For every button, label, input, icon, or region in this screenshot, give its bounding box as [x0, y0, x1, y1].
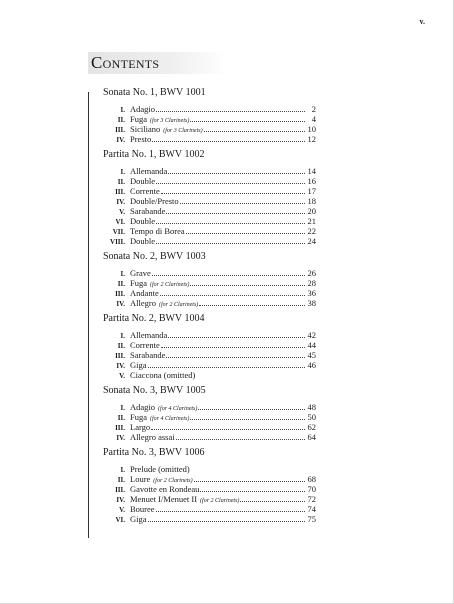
toc-entry	[103, 484, 316, 494]
page-number: v.	[419, 17, 425, 26]
entry-title: Gavotte en Rondeau	[130, 484, 200, 494]
entry-numeral: III.	[115, 290, 125, 298]
entry-numeral: VII.	[112, 228, 125, 236]
entry-title: Double	[130, 176, 156, 186]
entry-numeral: I.	[120, 270, 125, 278]
dot-leader	[156, 177, 305, 184]
section-title: Sonata No. 1, BWV 1001	[103, 87, 206, 98]
dot-leader	[151, 423, 305, 430]
dot-leader	[161, 341, 305, 348]
entry-page-number: 46	[307, 360, 316, 370]
entry-title: Giga	[130, 360, 147, 370]
dot-leader	[204, 125, 305, 132]
vertical-rule	[88, 92, 89, 538]
toc-section	[103, 312, 316, 380]
section-title: Partita No. 1, BWV 1002	[103, 149, 205, 160]
entry-title: Allegro	[130, 298, 156, 308]
entry-numeral: IV.	[116, 136, 125, 144]
dot-leader	[198, 403, 305, 410]
entry-page-number: 64	[307, 432, 316, 442]
entry-title: Largo	[130, 422, 151, 432]
entry-title: Allegro assai	[130, 432, 175, 442]
entry-note: (for 2 Clarinets)	[158, 302, 199, 308]
dot-leader	[168, 331, 305, 338]
entry-numeral: V.	[119, 208, 125, 216]
toc-entry	[103, 216, 316, 226]
dot-leader	[194, 475, 305, 482]
entry-numeral: III.	[115, 352, 125, 360]
table-of-contents	[103, 86, 316, 524]
entry-page-number: 48	[307, 402, 316, 412]
entry-numeral: II.	[117, 178, 125, 186]
dot-leader	[156, 217, 305, 224]
entry-page-number: 10	[307, 124, 316, 134]
toc-entry	[103, 494, 316, 504]
entry-page-number: 16	[307, 176, 316, 186]
entry-page-number: 68	[307, 474, 316, 484]
entry-page-number: 74	[307, 504, 316, 514]
toc-entry	[103, 278, 316, 288]
entry-page-number: 12	[307, 134, 316, 144]
entry-page-number: 24	[307, 236, 316, 246]
entry-title: Double/Presto	[130, 196, 179, 206]
toc-entry	[103, 114, 316, 124]
entry-title: Giga	[130, 514, 147, 524]
toc-entry	[103, 226, 316, 236]
entry-page-number: 62	[307, 422, 316, 432]
toc-entry	[103, 196, 316, 206]
entry-numeral: IV.	[116, 300, 125, 308]
entry-numeral: VI.	[115, 516, 125, 524]
entry-title: Fuga	[130, 114, 147, 124]
dot-leader	[161, 187, 305, 194]
dot-leader	[176, 433, 305, 440]
entry-numeral: II.	[117, 476, 125, 484]
entry-numeral: IV.	[116, 496, 125, 504]
dot-leader	[190, 115, 305, 122]
entry-page-number: 44	[307, 340, 316, 350]
entry-page-number: 22	[307, 226, 316, 236]
section-title: Partita No. 2, BWV 1004	[103, 313, 205, 324]
entry-page-number: 20	[307, 206, 316, 216]
contents-heading-band	[88, 52, 228, 74]
dot-leader	[156, 105, 305, 112]
toc-entry	[103, 176, 316, 186]
entry-numeral: I.	[120, 168, 125, 176]
dot-leader	[166, 207, 305, 214]
toc-entry	[103, 422, 316, 432]
toc-section	[103, 384, 316, 442]
entry-title: Sarabande	[130, 206, 166, 216]
entry-list	[103, 166, 316, 246]
entry-page-number: 72	[307, 494, 316, 504]
entry-page-number: 14	[307, 166, 316, 176]
entry-title: Fuga	[130, 278, 147, 288]
entry-numeral: V.	[119, 372, 125, 380]
entry-note: (for 2 Clarinets)	[200, 498, 240, 504]
entry-list	[103, 330, 316, 380]
dot-leader	[200, 485, 305, 492]
section-title: Sonata No. 2, BWV 1003	[103, 251, 206, 262]
entry-page-number: 4	[311, 114, 316, 124]
entry-page-number: 17	[307, 186, 316, 196]
entry-page-number: 26	[307, 268, 316, 278]
toc-entry	[103, 288, 316, 298]
dot-leader	[199, 299, 305, 306]
entry-numeral: II.	[117, 116, 125, 124]
entry-title: Corrente	[130, 186, 160, 196]
entry-title: Sarabande	[130, 350, 166, 360]
entry-numeral: V.	[119, 506, 125, 514]
entry-page-number: 38	[307, 298, 316, 308]
entry-numeral: III.	[115, 188, 125, 196]
dot-leader	[156, 505, 305, 512]
dot-leader	[240, 495, 305, 502]
toc-section	[103, 250, 316, 308]
toc-section	[103, 86, 316, 144]
entry-title: Menuet I/Menuet II	[130, 494, 198, 504]
dot-leader	[148, 515, 305, 522]
entry-title: Corrente	[130, 340, 160, 350]
entry-numeral: II.	[117, 342, 125, 350]
entry-title: Andante	[130, 288, 159, 298]
entry-numeral: I.	[120, 466, 125, 474]
entry-numeral: IV.	[116, 198, 125, 206]
toc-section	[103, 148, 316, 246]
entry-list	[103, 104, 316, 144]
entry-title: Presto	[130, 134, 152, 144]
section-title: Sonata No. 3, BWV 1005	[103, 385, 206, 396]
dot-leader	[148, 361, 305, 368]
dot-leader	[168, 167, 305, 174]
entry-numeral: I.	[120, 404, 125, 412]
contents-heading: Contents	[91, 53, 160, 72]
dot-leader	[190, 413, 305, 420]
toc-entry	[103, 350, 316, 360]
dot-leader	[180, 197, 305, 204]
toc-section	[103, 446, 316, 524]
dot-leader	[152, 269, 305, 276]
toc-entry	[103, 298, 316, 308]
dot-leader	[190, 279, 305, 286]
toc-entry	[103, 504, 316, 514]
entry-page-number: 50	[307, 412, 316, 422]
entry-note: (for 2 Clarinets)	[150, 282, 190, 288]
entry-page-number: 45	[307, 350, 316, 360]
entry-note: (for 3 Clarinets)	[150, 118, 190, 124]
entry-title: Tempo di Borea	[130, 226, 185, 236]
toc-entry	[103, 330, 316, 340]
toc-entry	[103, 268, 316, 278]
entry-title: Double	[130, 236, 156, 246]
entry-title: Adagio	[130, 104, 156, 114]
toc-entry	[103, 412, 316, 422]
entry-note: (for 3 Clarinets)	[163, 128, 203, 134]
entry-page-number: 28	[307, 278, 316, 288]
dot-leader	[160, 289, 305, 296]
toc-entry	[103, 186, 316, 196]
toc-entry	[103, 236, 316, 246]
entry-numeral: IV.	[116, 434, 125, 442]
entry-title: Allemanda	[130, 166, 168, 176]
toc-entry	[103, 514, 316, 524]
entry-numeral: IV.	[116, 362, 125, 370]
toc-entry	[103, 166, 316, 176]
entry-page-number: 75	[307, 514, 316, 524]
entry-numeral: III.	[115, 424, 125, 432]
toc-entry	[103, 360, 316, 370]
entry-numeral: I.	[120, 332, 125, 340]
entry-numeral: VI.	[115, 218, 125, 226]
toc-entry	[103, 402, 316, 412]
entry-note: (for 4 Clarinets)	[158, 406, 198, 412]
section-title: Partita No. 3, BWV 1006	[103, 447, 205, 458]
toc-entry	[103, 206, 316, 216]
entry-title: Ciaccona (omitted)	[130, 370, 196, 380]
entry-list	[103, 268, 316, 308]
toc-entry	[103, 104, 316, 114]
entry-title: Grave	[130, 268, 151, 278]
toc-entry	[103, 340, 316, 350]
entry-title: Double	[130, 216, 156, 226]
entry-numeral: II.	[117, 414, 125, 422]
entry-title: Loure	[130, 474, 151, 484]
entry-title: Bouree	[130, 504, 155, 514]
dot-leader	[156, 237, 305, 244]
toc-entry	[103, 464, 316, 474]
entry-numeral: II.	[117, 280, 125, 288]
entry-numeral: III.	[115, 126, 125, 134]
entry-numeral: III.	[115, 486, 125, 494]
toc-entry	[103, 370, 316, 380]
entry-page-number: 70	[307, 484, 316, 494]
entry-page-number: 42	[307, 330, 316, 340]
entry-title: Siciliano	[130, 124, 161, 134]
entry-page-number: 36	[307, 288, 316, 298]
toc-entry	[103, 474, 316, 484]
entry-title: Adagio	[130, 402, 156, 412]
entry-numeral: VIII.	[110, 238, 125, 246]
entry-title: Fuga	[130, 412, 147, 422]
toc-entry	[103, 124, 316, 134]
entry-numeral: I.	[120, 106, 125, 114]
entry-list	[103, 464, 316, 524]
entry-note: (for 2 Clarinets)	[153, 478, 193, 484]
entry-note: (for 4 Clarinets)	[150, 416, 190, 422]
entry-title: Allemanda	[130, 330, 168, 340]
entry-list	[103, 402, 316, 442]
entry-page-number: 18	[307, 196, 316, 206]
entry-title: Prelude (omitted)	[130, 464, 190, 474]
entry-page-number: 2	[311, 104, 316, 114]
dot-leader	[152, 135, 305, 142]
toc-entry	[103, 432, 316, 442]
toc-entry	[103, 134, 316, 144]
entry-page-number: 21	[307, 216, 316, 226]
dot-leader	[186, 227, 305, 234]
dot-leader	[166, 351, 305, 358]
